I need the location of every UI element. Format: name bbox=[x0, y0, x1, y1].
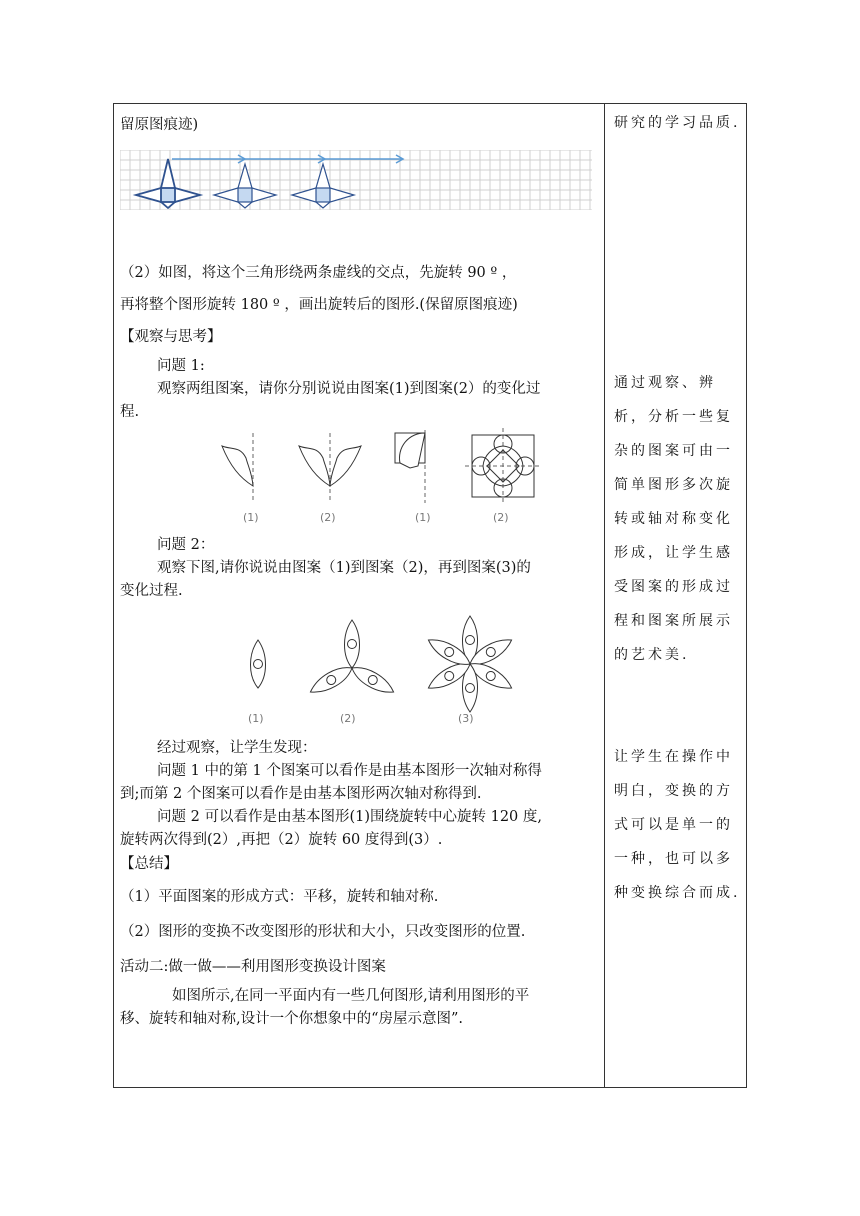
finding2-line2: 旋转两次得到(2）,再把（2）旋转 60 度得到(3）. bbox=[120, 832, 443, 848]
leaf-shape-2b bbox=[330, 446, 361, 486]
finding1-line2: 到;而第 2 个图案可以看作是由基本图形两次轴对称得到. bbox=[120, 786, 482, 802]
finding2-line1: 问题 2 可以看作是由基本图形(1)围绕旋转中心旋转 120 度, bbox=[157, 809, 542, 825]
finding1-line1: 问题 1 中的第 1 个图案可以看作是由基本图形一次轴对称得 bbox=[157, 763, 542, 779]
section-summary: 【总结】 bbox=[120, 856, 178, 872]
fig1-label-1: (1) bbox=[243, 511, 259, 524]
petal-figure-2 bbox=[307, 620, 398, 698]
problem1-text-1: 观察两组图案，请你分别说说由图案(1)到图案(2）的变化过 bbox=[157, 381, 541, 397]
leave-trace-text: 留原图痕迹) bbox=[120, 117, 199, 133]
star-shape-2 bbox=[214, 164, 276, 208]
problem1-title: 问题 1: bbox=[157, 358, 205, 374]
activity2-text-2: 移、旋转和轴对称,设计一个你想象中的“房屋示意图”. bbox=[120, 1011, 464, 1027]
section-observe: 【观察与思考】 bbox=[120, 329, 222, 345]
problem1-text-2: 程. bbox=[120, 404, 140, 420]
column-divider bbox=[604, 103, 605, 1088]
activity2-text-1: 如图所示,在同一平面内有一些几何图形,请利用图形的平 bbox=[172, 988, 530, 1004]
fig2-label-2: (2) bbox=[340, 712, 356, 725]
side-note-3: 让学生在操作中明白，变换的方式可以是单一的一种，也可以多种变换综合而成. bbox=[614, 749, 741, 901]
problem1-figures bbox=[210, 428, 550, 526]
problem2-text-1: 观察下图,请你说说由图案（1)到图案（2)，再到图案(3)的 bbox=[157, 560, 531, 576]
summary-1: （1）平面图案的形成方式：平移，旋转和轴对称. bbox=[120, 889, 439, 905]
problem2-figures bbox=[230, 612, 530, 727]
petal-figure-1 bbox=[251, 640, 266, 688]
activity2-title: 活动二:做一做——利用图形变换设计图案 bbox=[120, 959, 386, 975]
fig2-label-1: (1) bbox=[248, 712, 264, 725]
summary-2: （2）图形的变换不改变图形的形状和大小，只改变图形的位置. bbox=[120, 924, 526, 940]
problem2-text-2: 变化过程. bbox=[120, 583, 183, 599]
leaf-shape-1 bbox=[222, 446, 253, 486]
side-note-2: 通过观察、辨析，分析一些复杂的图案可由一简单图形多次旋转或轴对称变化形成，让学生感受图案的形成过程和图案所展示的艺术美. bbox=[614, 375, 733, 663]
question2-line2: 再将整个图形旋转 180 º ，画出旋转后的图形.(保留原图痕迹) bbox=[120, 297, 518, 313]
square-design-2 bbox=[465, 428, 541, 504]
leaf-shape-2a bbox=[299, 446, 330, 486]
fig1-label-4: (2) bbox=[493, 511, 509, 524]
translation-grid-figure bbox=[120, 150, 592, 210]
fig2-label-3: (3) bbox=[458, 712, 474, 725]
fig1-label-3: (1) bbox=[415, 511, 431, 524]
question2-line1: （2）如图，将这个三角形绕两条虚线的交点，先旋转 90 º ， bbox=[120, 265, 517, 281]
after-observe: 经过观察，让学生发现： bbox=[157, 740, 317, 756]
petal-figure-3 bbox=[425, 616, 516, 712]
fig1-label-2: (2) bbox=[320, 511, 336, 524]
side-note-1: 研究的学习品质. bbox=[614, 115, 741, 131]
problem2-title: 问题 2： bbox=[157, 537, 215, 553]
star-shape-3 bbox=[292, 164, 354, 208]
